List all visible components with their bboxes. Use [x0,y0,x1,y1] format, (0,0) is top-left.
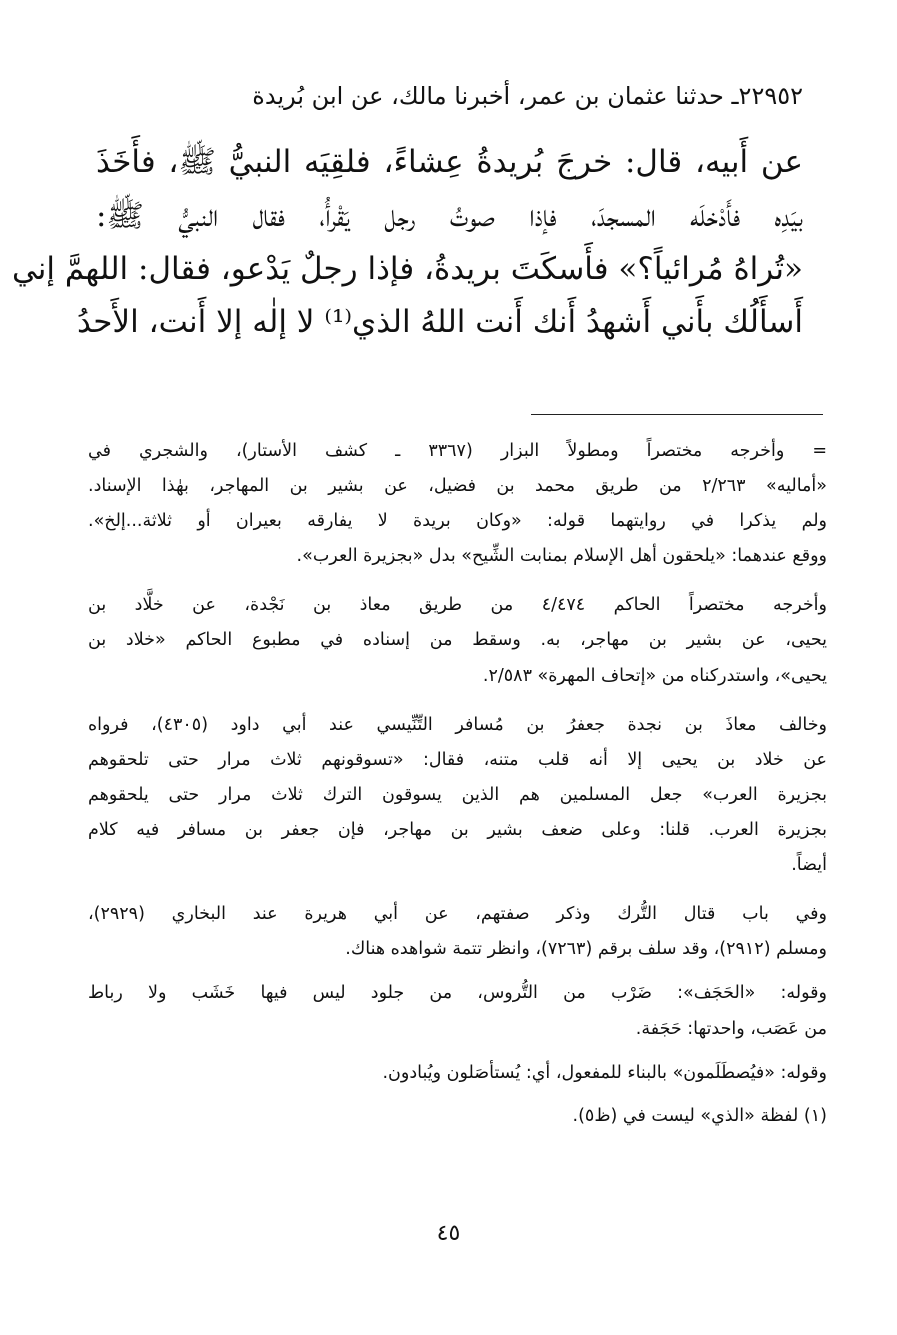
footnote-line-9: عن خلاد بن يحيى إلا أنه قلب متنه، فقال: «تسوقونهم ثلاث مرار حتى تلحقوهم [88,750,827,770]
footnote-line-1: = وأخرجه مختصراً ومطولاً البزار (٣٣٦٧ ـ كشف الأستار)، والشجري في [88,441,827,461]
footnote-line-8: وخالف معاذَ بن نجدة جعفرُ بن مُسافر التِّنِّيسي عند أبي داود (٤٣٠٥)، فرواه [88,715,827,735]
footnote-line-12: أيضاً. [791,855,827,875]
footnote-1-text: (١) لفظة «الذي» ليست في (ظ٥). [572,1106,827,1126]
footnote-line-11: بجزيرة العرب. قلنا: وعلى ضعف بشير بن مهاجر، فإن جعفر بن مسافر فيه كلام [88,820,827,840]
main-text-line-3: «تُراهُ مُرائياً؟» فأَسكَتَ بريدةُ، فإذا رجلٌ يَدْعو، فقال: اللهمَّ إني [11,251,803,287]
footnote-line-4: ووقع عندهما: «يلحقون أهل الإسلام بمنابت الشِّيح» بدل «بجزيرة العرب». [296,546,827,566]
footnote-line-10: بجزيرة العرب» جعل المسلمين هم الذين يسوقون الترك ثلاث مرار حتى يلحقوهم [88,785,827,805]
footnote-line-7: يحيى»، واستدركناه من «إتحاف المهرة» ٢/٥٨٣. [482,666,827,686]
main-text-line-2: بيَدِه فأَدْخلَه المسجدَ، فإذا صوتُ رجل يَقْرأُ، فقال النبيُّ ﷺ: [96,198,803,234]
footnote-line-6: يحيى، عن بشير بن مهاجر، به. وسقط من إسناده في مطبوع الحاكم «خلاد بن [88,630,827,650]
footnote-divider [531,414,823,415]
footnote-line-17: وقوله: «فيُصطَلَمون» بالبناء للمفعول، أي: يُستأصَلون ويُبادون. [382,1063,827,1083]
footnote-line-5: وأخرجه مختصراً الحاكم ٤/٤٧٤ من طريق معاذ بن نَجْدة، عن خلَّاد بن [88,595,827,615]
main-text-line-4: أَسأَلُك بأَني أَشهدُ أَنك أَنت اللهُ الذي⁽¹⁾ لا إلٰه إلا أَنت، الأَحدُ [76,304,803,340]
footnote-line-2: «أماليه» ٢/٢٦٣ من طريق محمد بن فضيل، عن بشير بن المهاجر، بهٰذا الإسناد. [88,476,827,496]
footnote-line-16: من عَصَب، واحدتها: حَجَفة. [635,1019,827,1039]
footnote-line-14: ومسلم (٢٩١٢)، وقد سلف برقم (٧٢٦٣)، وانظر تتمة شواهده هناك. [345,939,827,959]
page-number: ٤٥ [436,1221,461,1246]
footnote-line-15: وقوله: «الحَجَف»: ضَرْب من التُّروس، من جلود ليس فيها خَشَب ولا رباط [88,983,827,1003]
footnote-line-13: وفي باب قتال التُّرك وذكر صفتهم، عن أبي هريرة عند البخاري (٢٩٢٩)، [88,904,827,924]
main-text-line-1: عن أَبيه، قال: خرجَ بُريدةُ عِشاءً، فلقِيَه النبيُّ ﷺ، فأَخَذَ [96,144,803,180]
footnote-line-3: ولم يذكرا في روايتهما قوله: «وكان بريدة لا يفارقه بعيران أو ثلاثة...إلخ». [88,511,827,531]
hadith-number-line: ٢٢٩٥٢ـ حدثنا عثمان بن عمر، أخبرنا مالك، عن ابن بُريدة [252,82,803,110]
